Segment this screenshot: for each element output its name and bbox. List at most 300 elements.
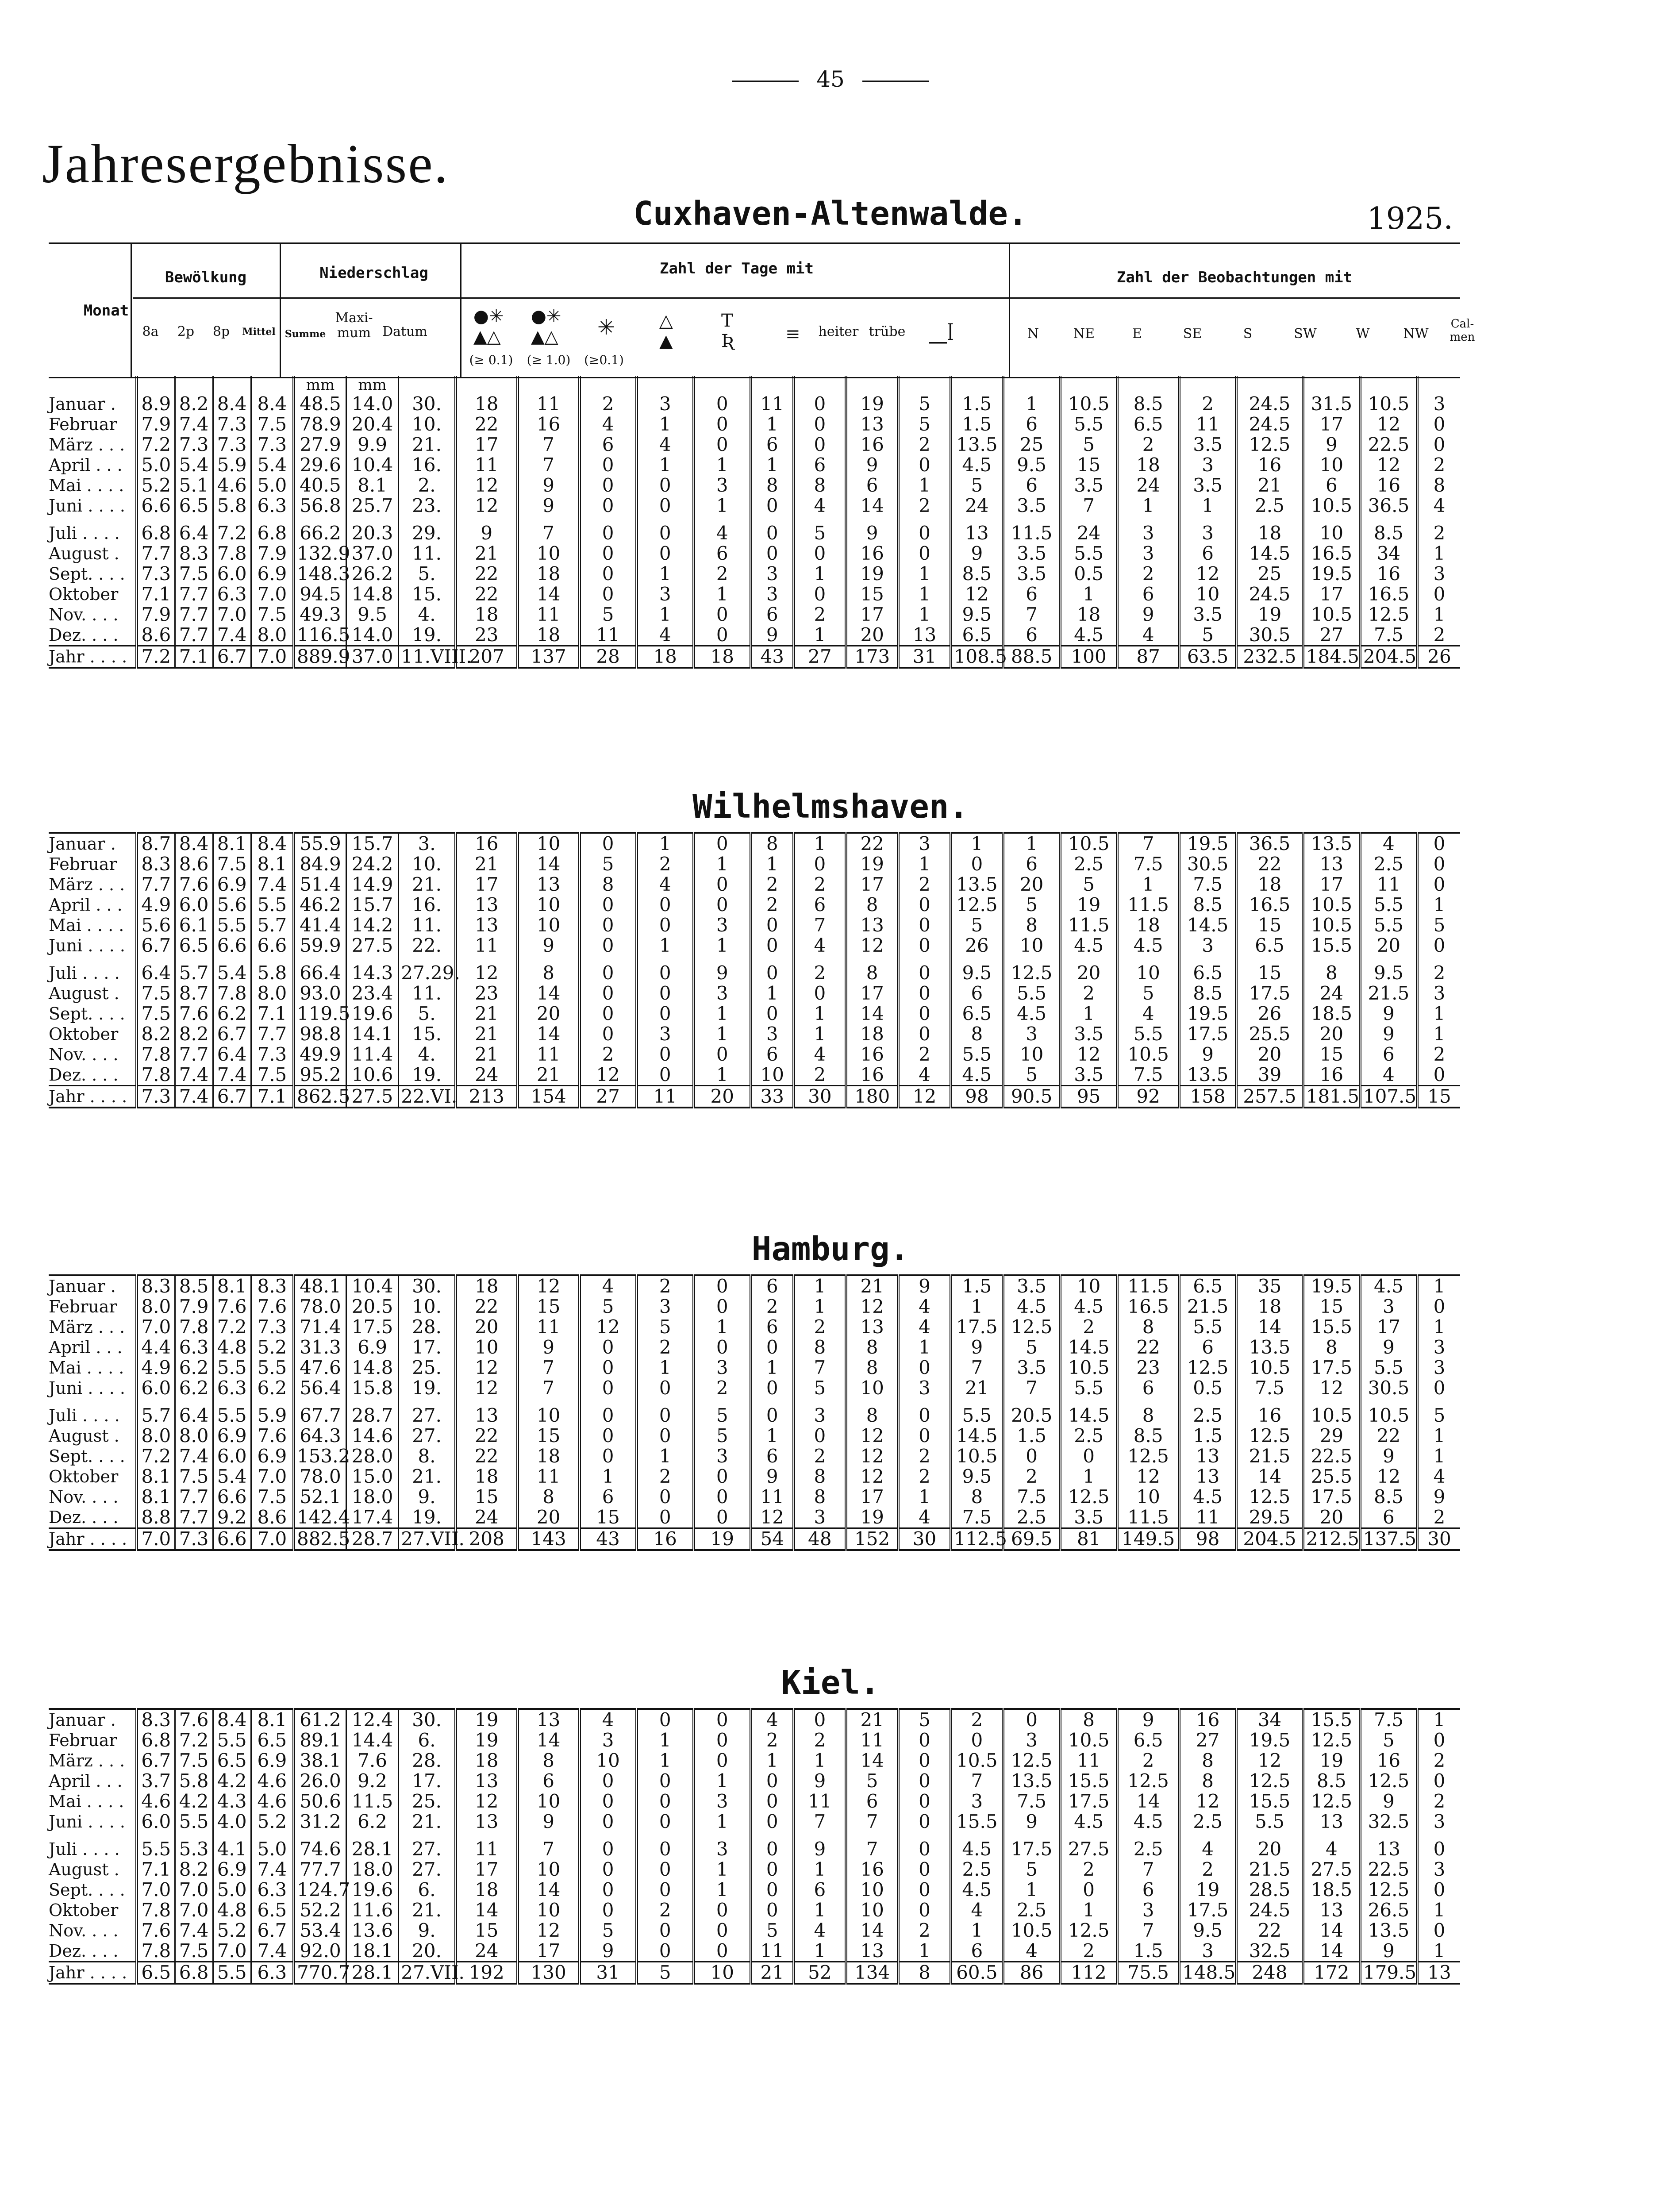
cell: 149.5 [1117,1528,1179,1550]
cell: 148.3 [294,564,346,584]
cell: 28.1 [346,1839,398,1859]
cell: 2 [1179,394,1236,414]
cell: 16. [399,455,456,475]
cell: 0 [694,833,751,854]
cell: 19 [846,854,898,874]
cell: 6 [1003,854,1060,874]
cell: 14.0 [346,625,398,646]
cell: 8 [580,874,637,895]
cell: 6 [751,435,794,455]
cell: 22 [456,1426,518,1446]
cell: 24 [456,1941,518,1962]
cell: 20. [399,1941,456,1962]
cell: 9 [518,935,580,956]
cell: 14 [456,1900,518,1920]
table-row [49,1941,1460,1962]
cell: 32.5 [1360,1812,1417,1832]
cell: 81 [1060,1528,1117,1550]
cell: 14.6 [346,1426,398,1446]
cell: 8.6 [137,625,175,646]
cell: 5.5 [213,1405,251,1426]
cell: 7 [518,455,580,475]
cell: 12.5 [1236,1426,1303,1446]
cell: 10.5 [1303,1405,1360,1426]
cell: 0 [751,1880,794,1900]
header-beob-ne: NE [1073,326,1095,342]
cell: 1 [1417,1024,1460,1044]
cell: 248 [1236,1962,1303,1984]
cell: 12 [580,1065,637,1086]
month-label: Nov. . . . [49,1487,119,1507]
cell: 7.9 [137,414,175,435]
cell: 1.5 [1117,1941,1179,1962]
cell: 7.6 [251,1296,294,1317]
cell: 33 [751,1086,794,1108]
header-truebe: trübe [869,324,906,339]
cell: 20 [1360,935,1417,956]
cell: 14.3 [346,963,398,983]
cell: 1 [694,935,751,956]
cell: 4 [898,1317,950,1337]
cell: 5 [694,1405,751,1426]
cell: 12.5 [1360,604,1417,625]
cell: 12.5 [1003,963,1060,983]
cell: 1 [694,1024,751,1044]
cell: 6.0 [137,1812,175,1832]
cell: 8.3 [137,1275,175,1296]
cell: 6 [1179,543,1236,564]
cell: 24 [1060,523,1117,543]
header-beob-w: W [1356,326,1370,342]
cell: 4.5 [1003,1296,1060,1317]
month-label: Jahr . . . . [49,1962,137,1984]
cell: 52.2 [294,1900,346,1920]
cell: 26 [951,935,1003,956]
cell: 10 [1303,523,1360,543]
table-row [49,475,1460,496]
cell: 8 [1060,1709,1117,1730]
cell: 0 [794,1709,846,1730]
month-label: Juli . . . . [49,523,120,543]
hail-symbol-icon: △ ▲ [659,311,673,351]
cell: 8 [846,1337,898,1358]
cell: 6 [1117,584,1179,604]
cell: 5.5 [213,915,251,935]
cell: 22.5 [1360,435,1417,455]
table-row [49,1791,1460,1812]
cell: 7.5 [251,414,294,435]
cell: 78.0 [294,1466,346,1487]
cell: 12.5 [1360,1880,1417,1900]
cell: 3 [1417,394,1460,414]
cell: 1 [794,1296,846,1317]
cell: 7 [518,1839,580,1859]
cell: 1 [1003,394,1060,414]
cell: 4.2 [213,1771,251,1791]
cell: 9 [456,523,518,543]
table-row [49,874,1460,895]
cell: 0 [580,963,637,983]
cell: 28. [399,1750,456,1771]
cell: 15. [399,1024,456,1044]
header-beob-e: E [1132,326,1142,342]
cell: 0 [637,1044,694,1065]
cell: 6.3 [251,1880,294,1900]
cell: 6.5 [1179,1275,1236,1296]
cell: 11 [751,1487,794,1507]
cell: 27.VII. [399,1962,456,1984]
cell: 11 [751,1941,794,1962]
cell: 14 [846,496,898,516]
cell: 2 [1417,625,1460,646]
cell: 5.5 [137,1839,175,1859]
cell: 1 [637,935,694,956]
cell: 11 [1360,874,1417,895]
rain-snow-symbol-2-icon: ●✳ ▲△ [531,306,561,347]
cell: 20.5 [346,1296,398,1317]
cell: 0 [637,963,694,983]
cell: 1 [694,1004,751,1024]
cell: 5.0 [213,1880,251,1900]
cell: 11.6 [346,1900,398,1920]
cell: 9 [1360,1024,1417,1044]
cell: 0 [580,1024,637,1044]
cell: 12 [1236,1750,1303,1771]
cell: 0 [637,1880,694,1900]
cell: 19. [399,625,456,646]
cell: 10 [518,895,580,915]
cell: 7.5 [137,1004,175,1024]
cell: 27 [794,646,846,668]
cell: 14.5 [1236,543,1303,564]
cell: 7.6 [137,1920,175,1941]
cell: 23 [1117,1358,1179,1378]
cell: 0 [637,1771,694,1791]
table-row [49,935,1460,956]
cell: 3.5 [1060,475,1117,496]
cell: 1 [1060,584,1117,604]
table-row [49,1296,1460,1317]
table-row [49,983,1460,1004]
cell: 19 [456,1709,518,1730]
cell: 12.5 [1179,1358,1236,1378]
cell: 9.5 [1003,455,1060,475]
cell: 13 [1179,1446,1236,1466]
cell: 13 [846,915,898,935]
cell: 1 [694,1880,751,1900]
header-tage-3: (≥0.1) [584,353,624,367]
cell: 116.5 [294,625,346,646]
cell: 3.7 [137,1771,175,1791]
cell: 19.5 [1179,1004,1236,1024]
cell: 21.5 [1360,983,1417,1004]
cell: 7.7 [175,1487,213,1507]
month-label: Februar [49,1297,117,1316]
cell: 7.3 [251,1317,294,1337]
cell: 0 [898,1880,950,1900]
cell: 18 [846,1024,898,1044]
month-label: Nov. . . . [49,605,119,624]
cell: 6.3 [251,496,294,516]
cell: 20 [846,625,898,646]
cell: 27.29. [399,963,456,983]
cell: 4.5 [951,1065,1003,1086]
month-label: Januar . [49,834,116,854]
cell: 5.4 [213,963,251,983]
cell: 889.9 [294,646,346,668]
cell: 6 [794,455,846,475]
cell: 8.0 [251,983,294,1004]
cell: 3.5 [1003,496,1060,516]
month-label: Mai . . . . [49,1792,124,1811]
cell: 7.6 [175,874,213,895]
cell: 6 [1003,625,1060,646]
cell: 9 [518,1337,580,1358]
cell: 18.0 [346,1487,398,1507]
cell: 0 [1417,435,1460,455]
cell: 4 [794,1920,846,1941]
cell: 11 [751,394,794,414]
cell: 18 [518,625,580,646]
cell: 3 [694,475,751,496]
cell: 4 [751,1709,794,1730]
cell: 12 [1360,455,1417,475]
cell: 8.4 [251,833,294,854]
cell: 50.6 [294,1791,346,1812]
cell: 6.2 [251,1378,294,1398]
cell: 0 [694,1337,751,1358]
cell: 6 [846,475,898,496]
cell: 1 [1417,1941,1460,1962]
cell: 13 [1417,1962,1460,1984]
cell: 10.5 [1360,394,1417,414]
cell: 2 [794,874,846,895]
cell: 8.4 [251,394,294,414]
cell: 2 [1060,1317,1117,1337]
cell: 2.5 [1360,854,1417,874]
cell: 20 [1003,874,1060,895]
cell: 12 [846,935,898,956]
cell: 21 [456,854,518,874]
unit-row [49,376,1460,394]
cell: 0 [751,1004,794,1024]
cell: 213 [456,1086,518,1108]
cell: 20.4 [346,414,398,435]
cell: 8.0 [251,625,294,646]
cell: 15.5 [951,1812,1003,1832]
cell: 30.5 [1236,625,1303,646]
cell: 257.5 [1236,1086,1303,1108]
cell: 21 [456,1004,518,1024]
cell: 0 [751,1900,794,1920]
cell: 3 [694,983,751,1004]
header-bew-8p: 8p [212,324,230,339]
cell: 5 [637,1962,694,1984]
cell: 10.5 [1303,915,1360,935]
cell: 6.9 [251,1750,294,1771]
cell: 18 [1236,523,1303,543]
cell: 5 [794,523,846,543]
cell: 10.4 [346,455,398,475]
cell: 4 [1117,1004,1179,1024]
cell: 2 [1060,1859,1117,1880]
cell: 5 [1417,915,1460,935]
cell: 15 [1417,1086,1460,1108]
cell: 3. [399,833,456,854]
cell: 14.5 [1060,1337,1117,1358]
cell: 12.5 [1117,1771,1179,1791]
cell: 46.2 [294,895,346,915]
cell: 6.8 [137,523,175,543]
table-row [49,1275,1460,1296]
cell: 5 [846,1771,898,1791]
cell: 10 [694,1962,751,1984]
cell: 5.4 [213,1466,251,1487]
cell: 20 [456,1317,518,1337]
cell: 3 [1179,1941,1236,1962]
cell: 15 [1303,1296,1360,1317]
cell: 9 [1360,1941,1417,1962]
cell: 7.8 [137,1941,175,1962]
cell: 14.8 [346,584,398,604]
cell: 7 [518,435,580,455]
cell: 11 [518,1044,580,1065]
cell: 6 [951,983,1003,1004]
month-label: Sept. . . . [49,1004,125,1023]
cell: 7 [794,915,846,935]
cell: 2 [1060,983,1117,1004]
cell: 9 [1117,1709,1179,1730]
header-tage-1: (≥ 0.1) [469,353,513,367]
cell: 2 [637,1337,694,1358]
cell: 1 [1117,874,1179,895]
cell: 8.0 [137,1426,175,1446]
cell: 7.0 [251,1466,294,1487]
header-heiter: heiter [818,324,859,339]
cell: 8.5 [1179,895,1236,915]
cell: 7 [794,1812,846,1832]
cell: 24 [1303,983,1360,1004]
cell: 19 [1179,1880,1236,1900]
cell: 3 [1417,1337,1460,1358]
cell: 16.5 [1303,543,1360,564]
cell: 5.5 [1003,983,1060,1004]
cell: 7.3 [251,1044,294,1065]
cell: 17.5 [1179,1900,1236,1920]
cell: 6.5 [251,1900,294,1920]
cell: 7.2 [137,435,175,455]
cell: 1 [637,1730,694,1750]
cell: 6 [1003,475,1060,496]
cell: 15.5 [1060,1771,1117,1791]
cell: 0 [580,1426,637,1446]
cell: 5 [951,475,1003,496]
cell: 30. [399,1709,456,1730]
cell: 15 [846,584,898,604]
month-label: Juli . . . . [49,1839,120,1859]
cell: 11.5 [1117,895,1179,915]
cell: 34 [1360,543,1417,564]
cell: 7 [518,1358,580,1378]
cell: 204.5 [1360,646,1417,668]
cell: 1 [1417,1709,1460,1730]
cell: 9 [846,455,898,475]
cell: 14 [1117,1791,1179,1812]
cell: 7.5 [251,1065,294,1086]
cell: 7.0 [213,604,251,625]
cell: 28.1 [346,1962,398,1984]
table-row [49,1466,1460,1487]
cell: 0 [898,1426,950,1446]
cell: 3 [1417,1859,1460,1880]
cell: 7.5 [1360,625,1417,646]
cell: 7.4 [175,1920,213,1941]
cell: 17.5 [1303,1487,1360,1507]
cell: 9.5 [1179,1920,1236,1941]
cell: 0 [898,895,950,915]
cell: 0 [637,1709,694,1730]
cell: 28.7 [346,1528,398,1550]
cell: 0 [694,1275,751,1296]
month-label: Jahr . . . . [49,1528,137,1550]
cell: 5.5 [175,1812,213,1832]
cell: 2 [794,963,846,983]
cell: 16 [518,414,580,435]
cell: 8 [898,1962,950,1984]
cell: 11 [637,1086,694,1108]
cell: 6.8 [137,1730,175,1750]
cell: 8.5 [1179,983,1236,1004]
cell: 0 [751,543,794,564]
cell: 7.5 [1179,874,1236,895]
cell: 71.4 [294,1317,346,1337]
cell: 13 [456,895,518,915]
cell: 0 [898,935,950,956]
unit-label: mm [346,376,398,394]
cell: 6.7 [213,1086,251,1108]
cell: 7 [1117,833,1179,854]
cell: 21 [456,1044,518,1065]
cell: 15 [518,1426,580,1446]
month-label: März . . . [49,1751,125,1770]
cell: 212.5 [1303,1528,1360,1550]
header-bew-2p: 2p [177,324,195,339]
header-niederschlag: Niederschlag [319,264,428,282]
cell: 2 [1417,1750,1460,1771]
cell: 2 [637,854,694,874]
cell: 2 [1417,1791,1460,1812]
cell: 29 [1303,1426,1360,1446]
cell: 6.2 [175,1358,213,1378]
cell: 0 [580,1446,637,1466]
cell: 7 [518,1378,580,1398]
cell: 4 [1360,833,1417,854]
cell: 22 [456,414,518,435]
cell: 6 [751,1044,794,1065]
cell: 8 [751,833,794,854]
station-table-kiel [49,1708,1460,1985]
cell: 0 [751,1859,794,1880]
cell: 0.5 [1179,1378,1236,1398]
cell: 0 [637,475,694,496]
cell: 5 [1003,1065,1060,1086]
cell: 6.4 [137,963,175,983]
cell: 7.0 [137,1880,175,1900]
table-row [49,1024,1460,1044]
cell: 0 [580,1839,637,1859]
cell: 22.5 [1303,1446,1360,1466]
cell: 6.3 [175,1337,213,1358]
